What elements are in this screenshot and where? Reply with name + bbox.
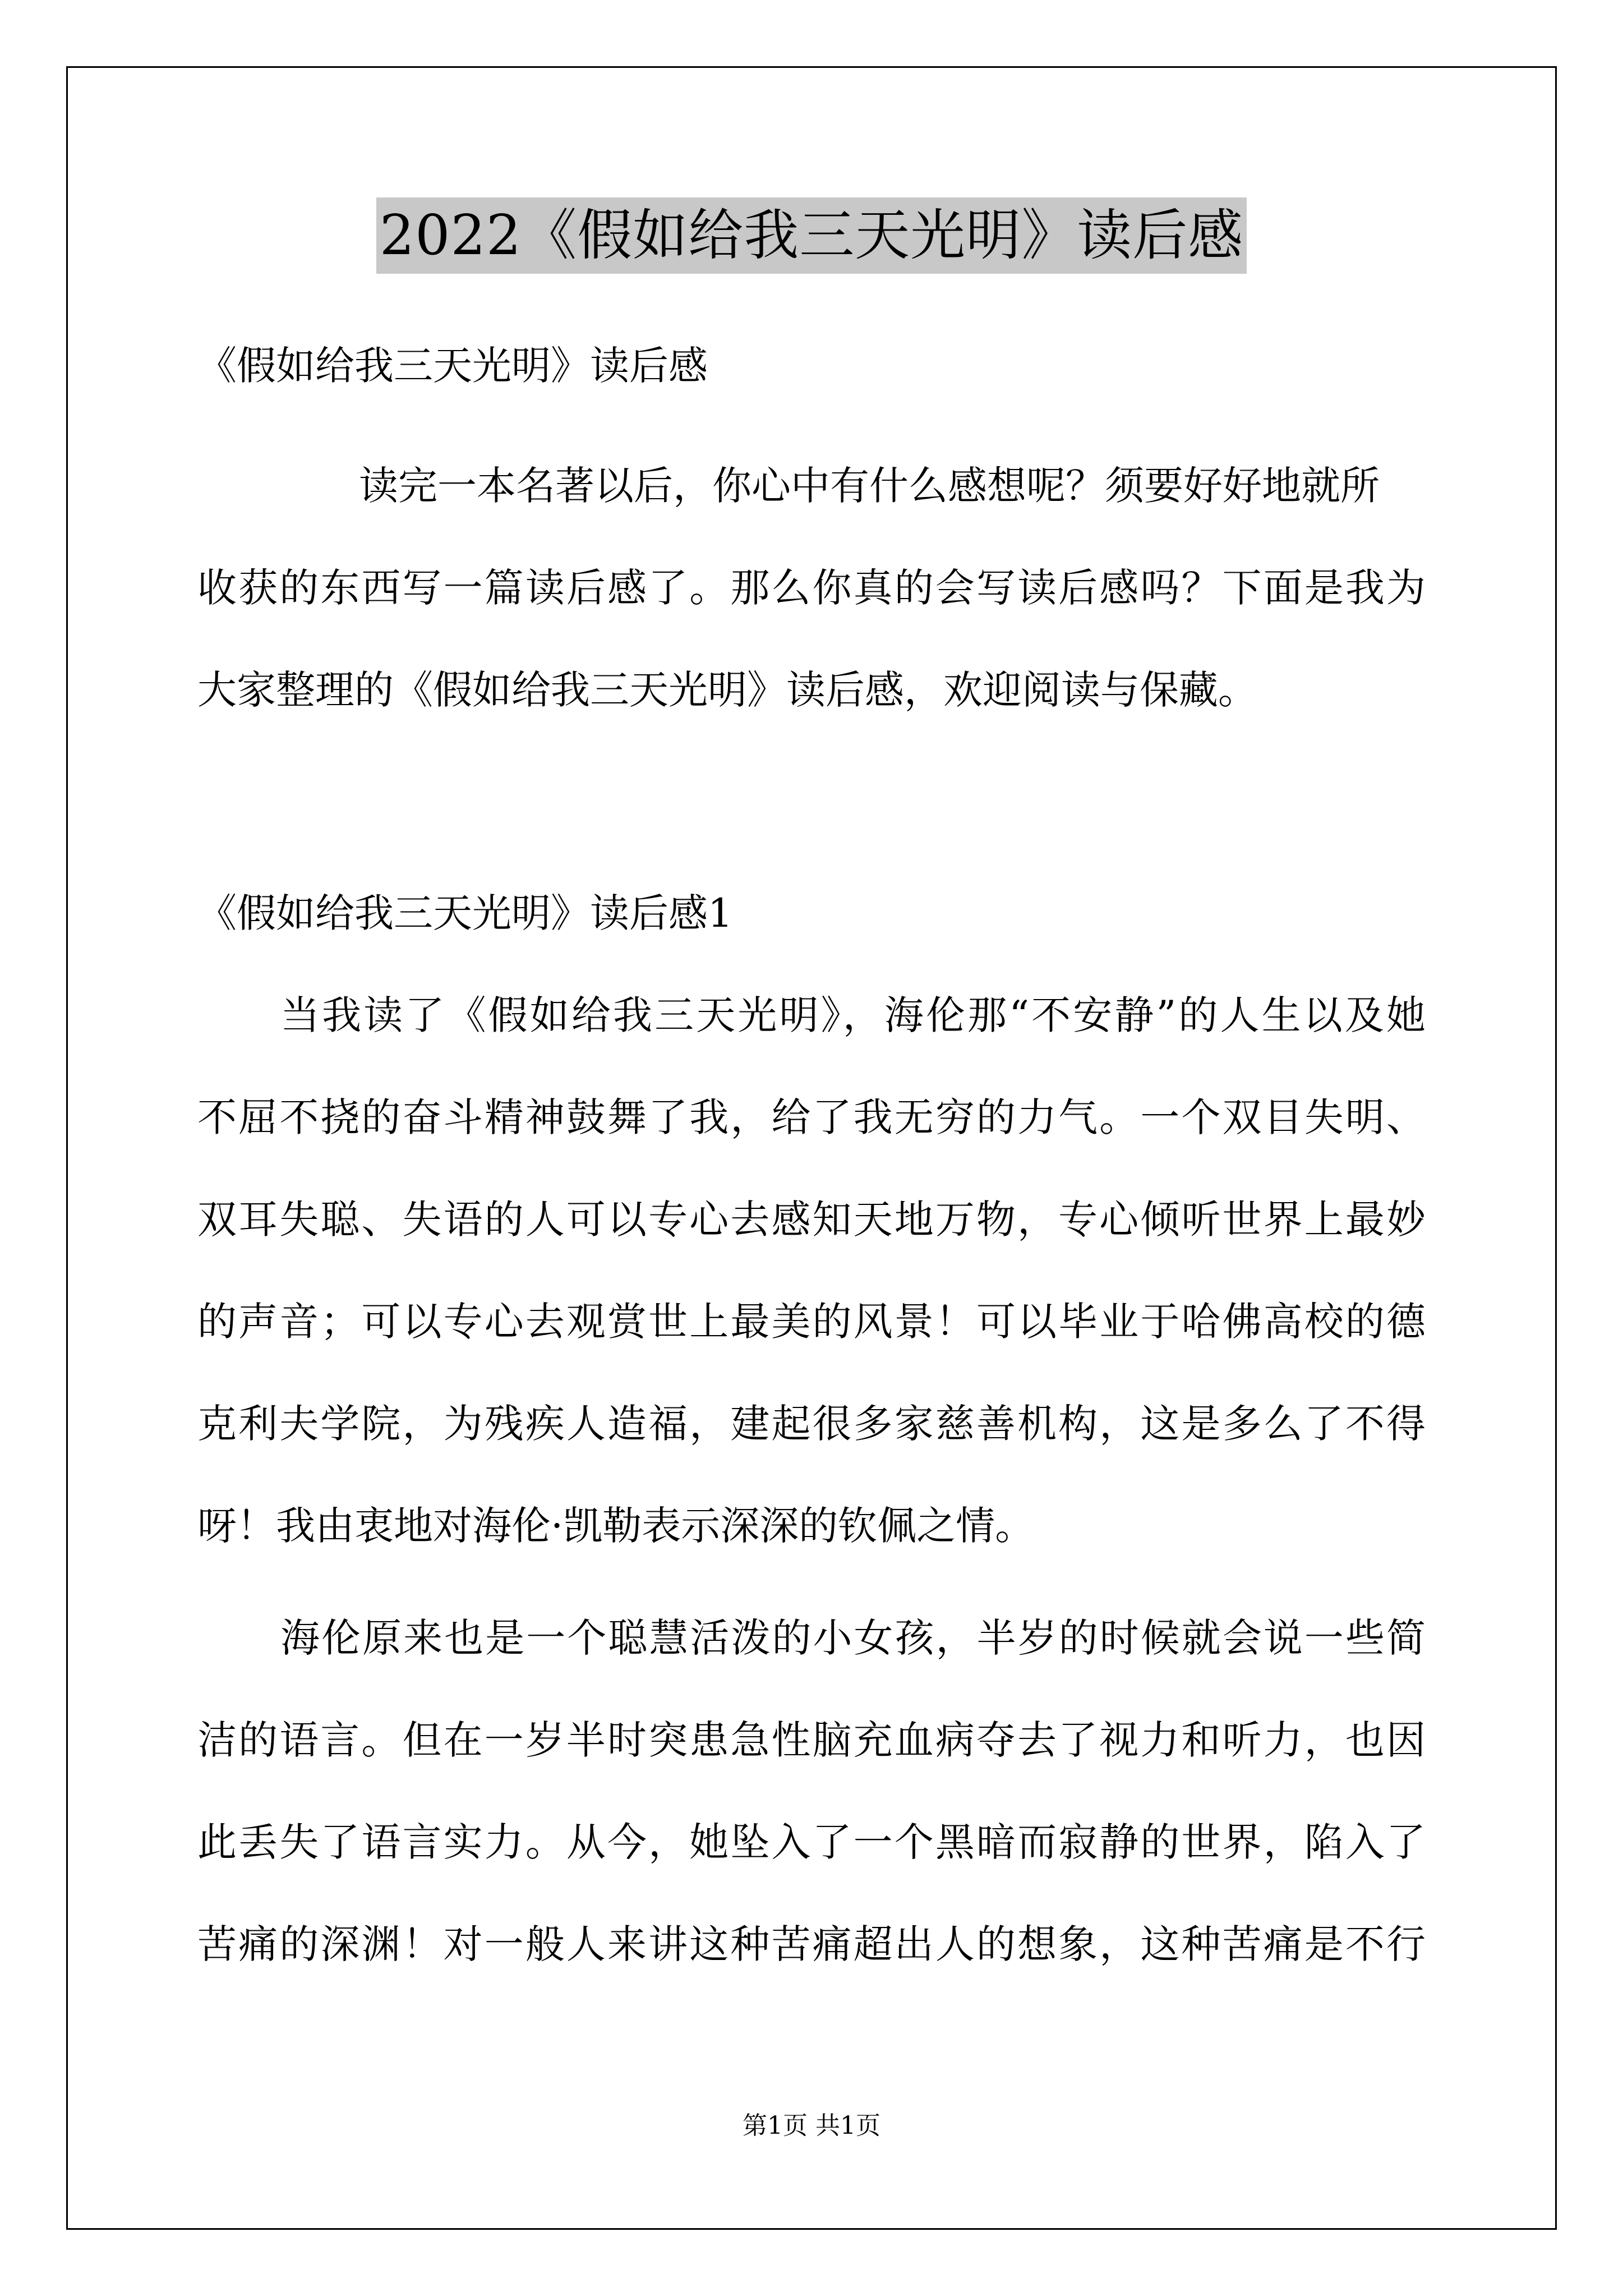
page-footer: 第1页 共1页 [743,2111,880,2140]
paragraph-line: 双耳失聪、失语的人可以专心去感知天地万物，专心倾听世界上最妙 [197,1197,1426,1243]
title-block [0,197,1623,274]
paragraph-line: 此丢失了语言实力。从今，她坠入了一个黑暗而寂静的世界，陷入了 [197,1819,1426,1865]
paragraph-line: 当我读了《假如给我三天光明》，海伦那“不安静”的人生以及她 [280,992,1426,1038]
page-border [66,66,1557,2230]
paragraph-line: 洁的语言。但在一岁半时突患急性脑充血病夺去了视力和听力，也因 [197,1717,1426,1763]
paragraph-line: 克利夫学院，为残疾人造福，建起很多家慈善机构，这是多么了不得 [197,1401,1426,1447]
paragraph-line: 的声音；可以专心去观赏世上最美的风景！可以毕业于哈佛高校的德 [197,1299,1426,1345]
paragraph-line: 不屈不挠的奋斗精神鼓舞了我，给了我无穷的力气。一个双目失明、 [197,1094,1426,1140]
document-subtitle: 《假如给我三天光明》读后感 [197,343,708,389]
paragraph-line: 呀！我由衷地对海伦·凯勒表示深深的钦佩之情。 [197,1503,1035,1549]
document-title: 2022《假如给我三天光明》读后感 [376,197,1247,274]
intro-line: 读完一本名著以后，你心中有什么感想呢？须要好好地就所 [359,463,1380,509]
paragraph-line: 苦痛的深渊！对一般人来讲这种苦痛超出人的想象，这种苦痛是不行 [197,1921,1426,1967]
intro-line: 大家整理的《假如给我三天光明》读后感，欢迎阅读与保藏。 [197,667,1257,713]
intro-line: 收获的东西写一篇读后感了。那么你真的会写读后感吗？下面是我为 [197,565,1426,611]
paragraph-line: 海伦原来也是一个聪慧活泼的小女孩，半岁的时候就会说一些简 [280,1615,1426,1661]
section-heading: 《假如给我三天光明》读后感1 [197,890,733,936]
